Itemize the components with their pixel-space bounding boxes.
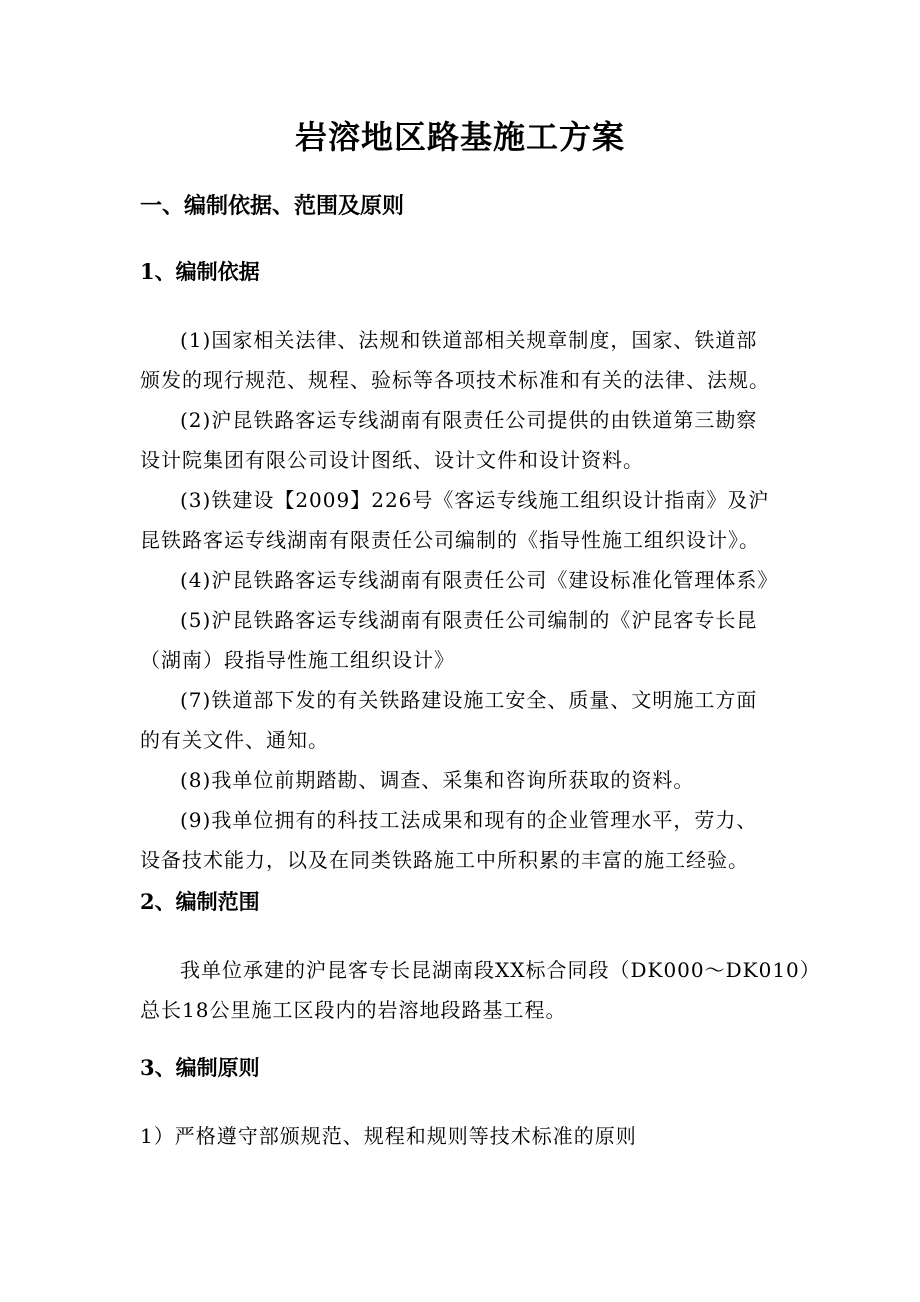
basis-item-1 [140,320,785,400]
scope-line-1: 我单位承建的沪昆客专长昆湖南段XX标合同段（DK000～DK010） [180,958,821,982]
scope-line-2: 总长18公里施工区段内的岩溶地段路基工程。 [140,998,567,1022]
basis-list [140,320,785,880]
basis-item-2-line-2: 设计院集团有限公司设计图纸、设计文件和设计资料。 [140,448,644,472]
basis-item-9-line-2: 设备技术能力，以及在同类铁路施工中所积累的丰富的施工经验。 [140,848,749,872]
basis-item-2-line-1: (2)沪昆铁路客运专线湖南有限责任公司提供的由铁道第三勘察 [180,408,758,432]
basis-item-7 [140,680,785,760]
principle-item-1-line: 1）严格遵守部颁规范、规程和规则等技术标准的原则 [140,1124,637,1148]
basis-item-7-line-1: (7)铁道部下发的有关铁路建设施工安全、质量、文明施工方面 [180,688,758,712]
basis-item-7-line-2: 的有关文件、通知。 [140,728,329,752]
subsection-heading-basis: 1、编制依据 [140,259,260,284]
basis-item-1-line-2: 颁发的现行规范、规程、验标等各项技术标准和有关的法律、法规。 [140,368,770,392]
basis-item-8 [140,760,785,800]
basis-item-3-line-1: (3)铁建设【2009】226号《客运专线施工组织设计指南》及沪 [180,488,770,512]
scope-paragraph [140,950,821,1030]
section-heading-1: 一、编制依据、范围及原则 [140,193,405,219]
basis-item-3-line-2: 昆铁路客运专线湖南有限责任公司编制的《指导性施工组织设计》。 [140,528,760,552]
basis-item-1-line-1: (1)国家相关法律、法规和铁道部相关规章制度，国家、铁道部 [180,328,758,352]
subsection-heading-scope: 2、编制范围 [140,889,260,914]
document-title: 岩溶地区路基施工方案 [294,118,625,156]
basis-item-5-line-2: （湖南）段指导性施工组织设计》 [140,648,455,672]
basis-item-9-line-1: (9)我单位拥有的科技工法成果和现有的企业管理水平，劳力、 [180,808,758,832]
basis-item-4-line-1: (4)沪昆铁路客运专线湖南有限责任公司《建设标准化管理体系》 [180,568,779,592]
basis-item-5 [140,600,785,680]
basis-item-8-line-1: (8)我单位前期踏勘、调查、采集和咨询所获取的资料。 [180,768,695,792]
basis-item-5-line-1: (5)沪昆铁路客运专线湖南有限责任公司编制的《沪昆客专长昆 [180,608,758,632]
basis-item-2 [140,400,785,480]
basis-item-3 [140,480,785,560]
basis-item-4 [140,560,785,600]
subsection-heading-principles: 3、编制原则 [140,1055,260,1080]
basis-item-9 [140,800,785,880]
principle-item-1 [140,1116,785,1156]
